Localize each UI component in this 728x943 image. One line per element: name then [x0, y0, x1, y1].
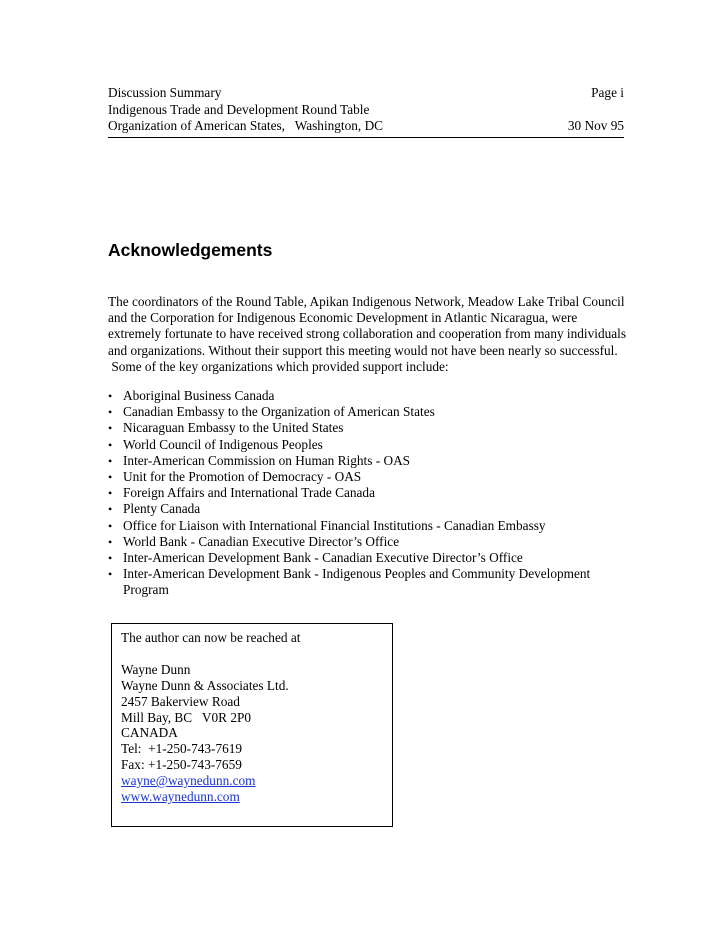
- document-subtitle: Indigenous Trade and Development Round Table: [108, 101, 370, 117]
- list-item-label: Office for Liaison with International Financial Institutions - Canadian Embassy: [123, 517, 546, 533]
- header-row-1: [108, 85, 624, 102]
- bullet-icon: •: [108, 518, 113, 533]
- list-item: [108, 550, 628, 566]
- list-item: [108, 404, 628, 420]
- page-header: [108, 85, 624, 138]
- contact-company: Wayne Dunn & Associates Ltd.: [121, 677, 289, 693]
- list-item-label: Inter-American Commission on Human Rights - OAS: [123, 452, 411, 468]
- list-item: [108, 453, 628, 469]
- organization-location: Organization of American States, Washington, DC: [108, 118, 384, 133]
- bullet-icon: •: [108, 486, 113, 501]
- bullet-icon: •: [108, 551, 113, 566]
- intro-paragraph: [108, 294, 628, 375]
- list-item: [108, 388, 628, 404]
- intro-line: and organizations. Without their support this meeting would not have been nearly so successful.: [108, 342, 618, 358]
- intro-line: Some of the key organizations which provided support include:: [108, 358, 449, 374]
- list-item: [108, 501, 628, 517]
- bullet-icon: •: [108, 389, 113, 403]
- contact-phone: Tel: +1-250-743-7619: [121, 741, 243, 757]
- list-item: [108, 437, 628, 453]
- list-item-label: Aboriginal Business Canada: [123, 388, 275, 403]
- list-item-label: World Council of Indigenous Peoples: [123, 436, 323, 452]
- list-item-label: Nicaraguan Embassy to the United States: [123, 420, 344, 436]
- bullet-icon: •: [108, 502, 113, 517]
- list-item-label: Unit for the Promotion of Democracy - OAS: [123, 469, 362, 485]
- list-item: [108, 534, 628, 550]
- bullet-icon: •: [108, 405, 113, 420]
- section-heading: Acknowledgements: [108, 240, 273, 260]
- spacer: [121, 646, 384, 662]
- bullet-icon: •: [108, 437, 113, 452]
- list-item: [108, 566, 603, 598]
- contact-city: Mill Bay, BC V0R 2P0: [121, 709, 252, 725]
- header-row-3: [108, 118, 624, 135]
- contact-country: CANADA: [121, 725, 178, 741]
- list-item: [108, 518, 628, 534]
- supporters-list: [108, 388, 628, 599]
- list-item: [108, 485, 628, 501]
- list-item-label: Inter-American Development Bank - Canadian Executive Director’s Office: [123, 550, 523, 566]
- contact-street: 2457 Bakerview Road: [121, 693, 240, 709]
- document-date: 30 Nov 95: [567, 118, 624, 133]
- list-item: [108, 469, 628, 485]
- contact-fax: Fax: +1-250-743-7659: [121, 757, 242, 773]
- list-item-label: Plenty Canada: [123, 501, 201, 517]
- contact-intro: The author can now be reached at: [121, 630, 301, 645]
- bullet-icon: •: [108, 534, 113, 549]
- website-link[interactable]: www.waynedunn.com: [121, 789, 240, 805]
- intro-line: extremely fortunate to have received strong collaboration and cooperation from many individuals: [108, 326, 627, 342]
- list-item-label: Canadian Embassy to the Organization of American States: [123, 404, 435, 420]
- bullet-icon: •: [108, 470, 113, 485]
- list-item-label: World Bank - Canadian Executive Director’s Office: [123, 533, 400, 549]
- bullet-icon: •: [108, 567, 113, 582]
- intro-line: The coordinators of the Round Table, Apikan Indigenous Network, Meadow Lake Tribal Council: [108, 294, 625, 309]
- contact-name: Wayne Dunn: [121, 661, 191, 677]
- header-row-2: [108, 102, 624, 119]
- email-link[interactable]: wayne@waynedunn.com: [121, 773, 256, 789]
- list-item-label: Inter-American Development Bank - Indigenous Peoples and Community Development Program: [123, 566, 591, 598]
- bullet-icon: •: [108, 453, 113, 468]
- list-item-label: Foreign Affairs and International Trade Canada: [123, 485, 375, 501]
- document-title: Discussion Summary: [108, 85, 222, 100]
- page-number: Page i: [591, 85, 624, 100]
- bullet-icon: •: [108, 421, 113, 436]
- intro-line: and the Corporation for Indigenous Economic Development in Atlantic Nicaragua, were: [108, 310, 578, 326]
- list-item: [108, 420, 628, 436]
- author-contact-box: [111, 623, 393, 827]
